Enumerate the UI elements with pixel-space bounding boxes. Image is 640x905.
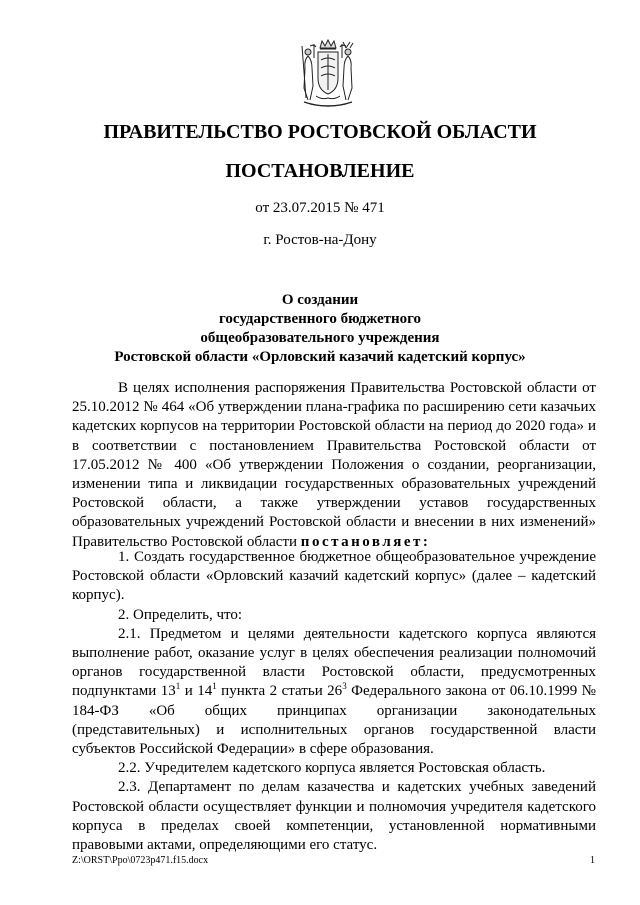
superscript: 1 bbox=[175, 681, 181, 692]
superscript: 3 bbox=[342, 681, 347, 692]
coat-of-arms-icon bbox=[296, 38, 360, 110]
item-2-2: 2.2. Учредителем кадетского корпуса является Ростовская область. bbox=[118, 760, 546, 777]
preamble-paragraph bbox=[72, 379, 596, 552]
item-2-1-text: 2.1. Предметом и целями деятельности кадетского корпуса являются выполнение работ, оказание услуг в целях обеспечения реализации полномочий органов государственной власти Ростовской области, предусмотренных подпунктами 13 bbox=[72, 625, 596, 700]
decree-items bbox=[72, 548, 596, 855]
preamble bbox=[72, 379, 596, 552]
item-2-3: 2.3. Департамент по делам казачества и кадетских учебных заведений Ростовской области осуществляет функции и полномочия учредителя кадетского корпуса в пределах своей компетенции, установленной нормативными правовыми актами, определяющими его статус. bbox=[72, 779, 596, 854]
item-2: 2. Определить, что: bbox=[118, 606, 243, 623]
item-2-1-text: и 14 bbox=[180, 683, 213, 700]
subject-line: общеобразовательного учреждения bbox=[200, 330, 440, 346]
document-type: ПОСТАНОВЛЕНИЕ bbox=[225, 160, 415, 182]
subject-line: Ростовской области «Орловский казачий кадетский корпус» bbox=[114, 349, 526, 365]
preamble-text: В целях исполнения распоряжения Правительства Ростовской области от 25.10.2012 № 464 «Об утверждении плана-графика по расширению сети казачьих кадетских корпусов на территории Ростовской области на период до 2020 года» и в соответствии с постановлением Правительства Ростовской области от 17.05.2012 № 400 «Об утверждении Положения о создании, реорганизации, изменении типа и ликвидации государственных образовательных учреждений Ростовской области, а также утверждении уставов государственных образовательных учреждений Ростовской области и внесении в них изменений» Правительство Ростовской области bbox=[72, 380, 596, 550]
document-city: г. Ростов-на-Дону bbox=[263, 232, 377, 248]
superscript: 1 bbox=[212, 681, 217, 692]
decree-word: постановляет: bbox=[300, 533, 431, 550]
government-title: ПРАВИТЕЛЬСТВО РОСТОВСКОЙ ОБЛАСТИ bbox=[103, 121, 537, 143]
subject-line: О создании bbox=[281, 292, 359, 308]
document-date-number: от 23.07.2015 № 471 bbox=[255, 200, 385, 216]
item-2-1-text: Федерального закона от 06.10.1999 № 184-ФЗ «Об общих принципах организации законодательных (представительных) и исполнительных органов государственной власти субъектов Российской Федерации» в сфере образования. bbox=[72, 683, 596, 758]
item-1: 1. Создать государственное бюджетное общеобразовательное учреждение Ростовской области «Орловский казачий кадетский корпус» (далее – кадетский корпус). bbox=[72, 549, 596, 604]
item-2-1 bbox=[72, 625, 596, 759]
file-path: Z:\ORST\Ppo\0723p471.f15.docx bbox=[72, 855, 209, 866]
document-subject bbox=[0, 291, 640, 367]
subject-line: государственного бюджетного bbox=[218, 311, 422, 327]
page-number: 1 bbox=[590, 855, 595, 866]
item-2-1-text: пункта 2 статьи 26 bbox=[216, 683, 343, 700]
